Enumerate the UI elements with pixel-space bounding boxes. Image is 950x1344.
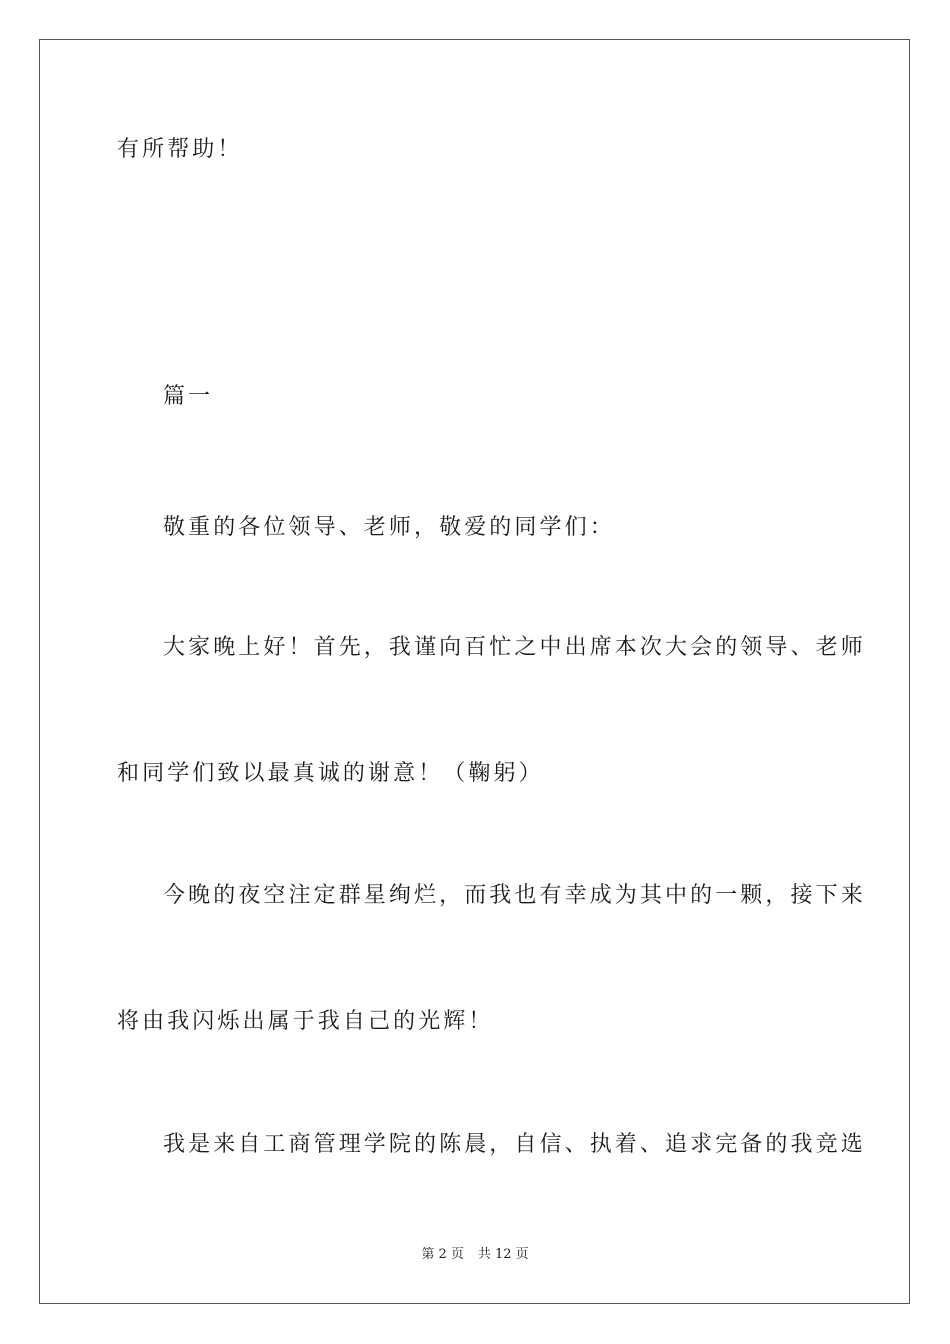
text-line-3: 敬重的各位领导、老师，敬爱的同学们： (163, 515, 615, 540)
text-line-8: 我是来自工商管理学院的陈晨，自信、执着、追求完备的我竞选 (163, 1132, 866, 1157)
page-border (39, 39, 910, 1304)
page-number: 第 2 页 (421, 1247, 464, 1262)
text-line-1: 有所帮助！ (117, 137, 243, 162)
text-line-6: 今晚的夜空注定群星绚烂，而我也有幸成为其中的一颗，接下来 (163, 883, 866, 908)
text-line-7: 将由我闪烁出属于我自己的光辉！ (117, 1009, 494, 1034)
text-line-4: 大家晚上好！首先，我谨向百忙之中出席本次大会的领导、老师 (163, 635, 866, 660)
text-line-5: 和同学们致以最真诚的谢意！（鞠躬） (117, 761, 544, 786)
page-total: 共 12 页 (477, 1247, 529, 1262)
section-heading: 篇一 (163, 384, 214, 409)
page-footer (0, 1246, 950, 1264)
